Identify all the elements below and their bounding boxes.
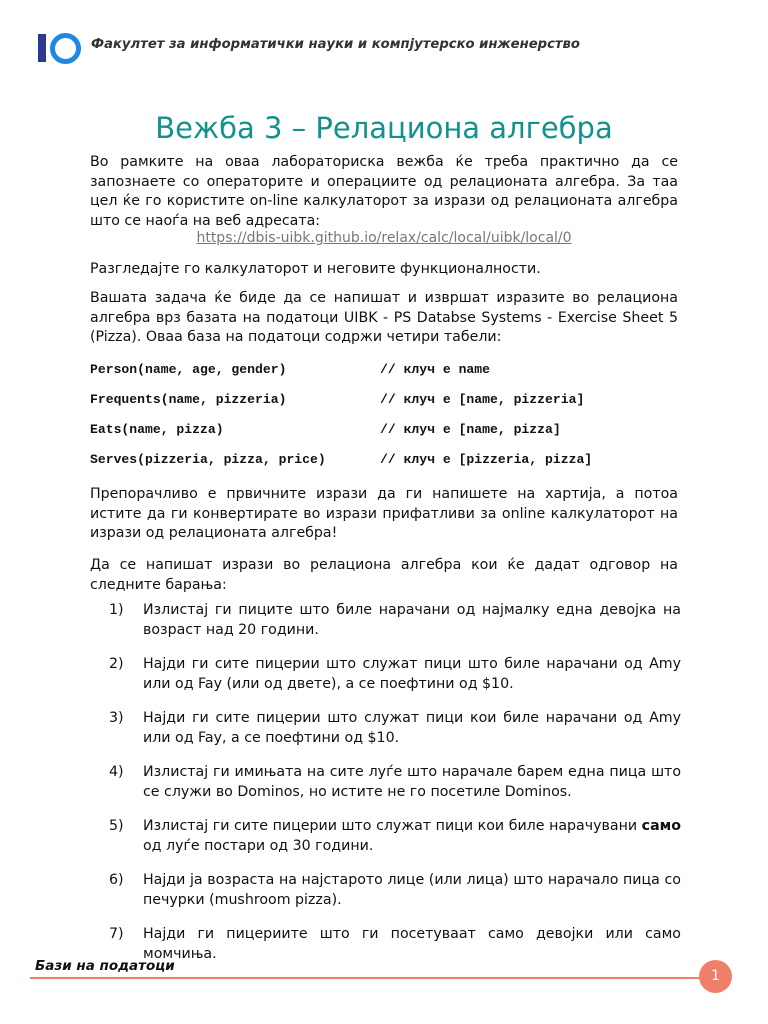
task-list <box>109 600 681 964</box>
schema-table: Serves(pizzeria, pizza, price) <box>90 452 326 467</box>
page-header <box>38 26 738 74</box>
task-text-before: Излистај ги сите пицерии што служат пици кои биле нарачувани <box>143 818 642 834</box>
faculty-name: Факултет за информатички науки и компјутерско инженерство <box>91 37 580 52</box>
schema-table: Frequents(name, pizzeria) <box>90 392 287 407</box>
footer-divider <box>30 977 720 979</box>
task-text: Излистај ги имињата на сите луѓе што нарачале барем една пица што се служи во Dominos, но истите не го посетиле Dominos. <box>143 764 681 800</box>
footer-course-name: Бази на податоци <box>35 958 175 974</box>
schema-key-comment: // клуч е [name, pizza] <box>380 422 561 437</box>
schema-table: Eats(name, pizza) <box>90 422 224 437</box>
faculty-logo <box>38 34 80 66</box>
schema-key-comment: // клуч е name <box>380 362 491 377</box>
schema-table: Person(name, age, gender) <box>90 362 287 377</box>
task-item <box>109 654 681 694</box>
schema-row <box>90 392 690 422</box>
recommendation-paragraph: Препорачливо е првичните изрази да ги напишете на хартија, а потоа истите да ги конвертирате во изрази прифатливи за online калкулаторот на изрази од релационата алгебра! <box>90 486 678 541</box>
logo-bar-shape <box>38 34 46 62</box>
task-text: Најди ги сите пицерии што служат пици што биле нарачани од Amy или од Fay (или од двете), а се поефтини од $10. <box>143 656 681 692</box>
task-text: Најди ја возраста на најстарото лице (или лица) што нарачало пица со печурки (mushroom pizza). <box>143 872 681 908</box>
task-number: 3) <box>109 710 124 726</box>
explore-paragraph: Разгледајте го калкулаторот и неговите функционалности. <box>90 261 541 277</box>
page-title: Вежба 3 – Релациона алгебра <box>155 111 613 146</box>
schema-row <box>90 452 690 482</box>
task-text-emphasis: само <box>641 818 681 834</box>
schema-key-comment: // клуч е [pizzeria, pizza] <box>380 452 593 467</box>
task-text: Излистај ги пиците што биле нарачани од најмалку една девојка на возраст над 20 години. <box>143 602 681 638</box>
task-number: 2) <box>109 656 124 672</box>
schema-row <box>90 362 690 392</box>
task-intro-paragraph: Вашата задача ќе биде да се напишат и извршат изразите во релациона алгебра врз базата на податоци UIBK - PS Databse Systems - Exercise Sheet 5 (Pizza). Оваа база на податоци содржи четири табели: <box>90 290 678 345</box>
task-number: 7) <box>109 926 124 942</box>
task-text: Најди ги сите пицерии што служат пици кои биле нарачани од Amy или од Fay, а се поефтини од $10. <box>143 710 681 746</box>
task-number: 6) <box>109 872 124 888</box>
task-number: 5) <box>109 818 124 834</box>
task-text: Најди ги пицериите што ги посетуваат само девојки или само момчиња. <box>143 926 681 962</box>
page-number-badge: 1 <box>699 960 732 993</box>
task-item <box>109 870 681 910</box>
task-item <box>109 816 681 856</box>
schema-key-comment: // клуч е [name, pizzeria] <box>380 392 585 407</box>
task-item <box>109 924 681 964</box>
task-number: 1) <box>109 602 124 618</box>
task-item <box>109 762 681 802</box>
logo-ring-shape <box>50 33 81 64</box>
task-text-after: од луѓе постари од 30 години. <box>143 838 374 854</box>
question-intro-paragraph: Да се напишат изрази во релациона алгебра кои ќе дадат одговор на следните барања: <box>90 557 678 593</box>
schema-list <box>90 362 690 482</box>
intro-paragraph: Во рамките на оваа лабораториска вежба ќе треба практично да се запознаете со операторите и операциите од релационата алгебра. За таа цел ќе го користите on-line калкулаторот за изрази од релационата алгебра што се наоѓа на веб адресата: <box>90 154 678 229</box>
calculator-link[interactable]: https://dbis-uibk.github.io/relax/calc/local/uibk/local/0 <box>196 230 572 246</box>
task-number: 4) <box>109 764 124 780</box>
schema-row <box>90 422 690 452</box>
task-item <box>109 708 681 748</box>
task-item <box>109 600 681 640</box>
